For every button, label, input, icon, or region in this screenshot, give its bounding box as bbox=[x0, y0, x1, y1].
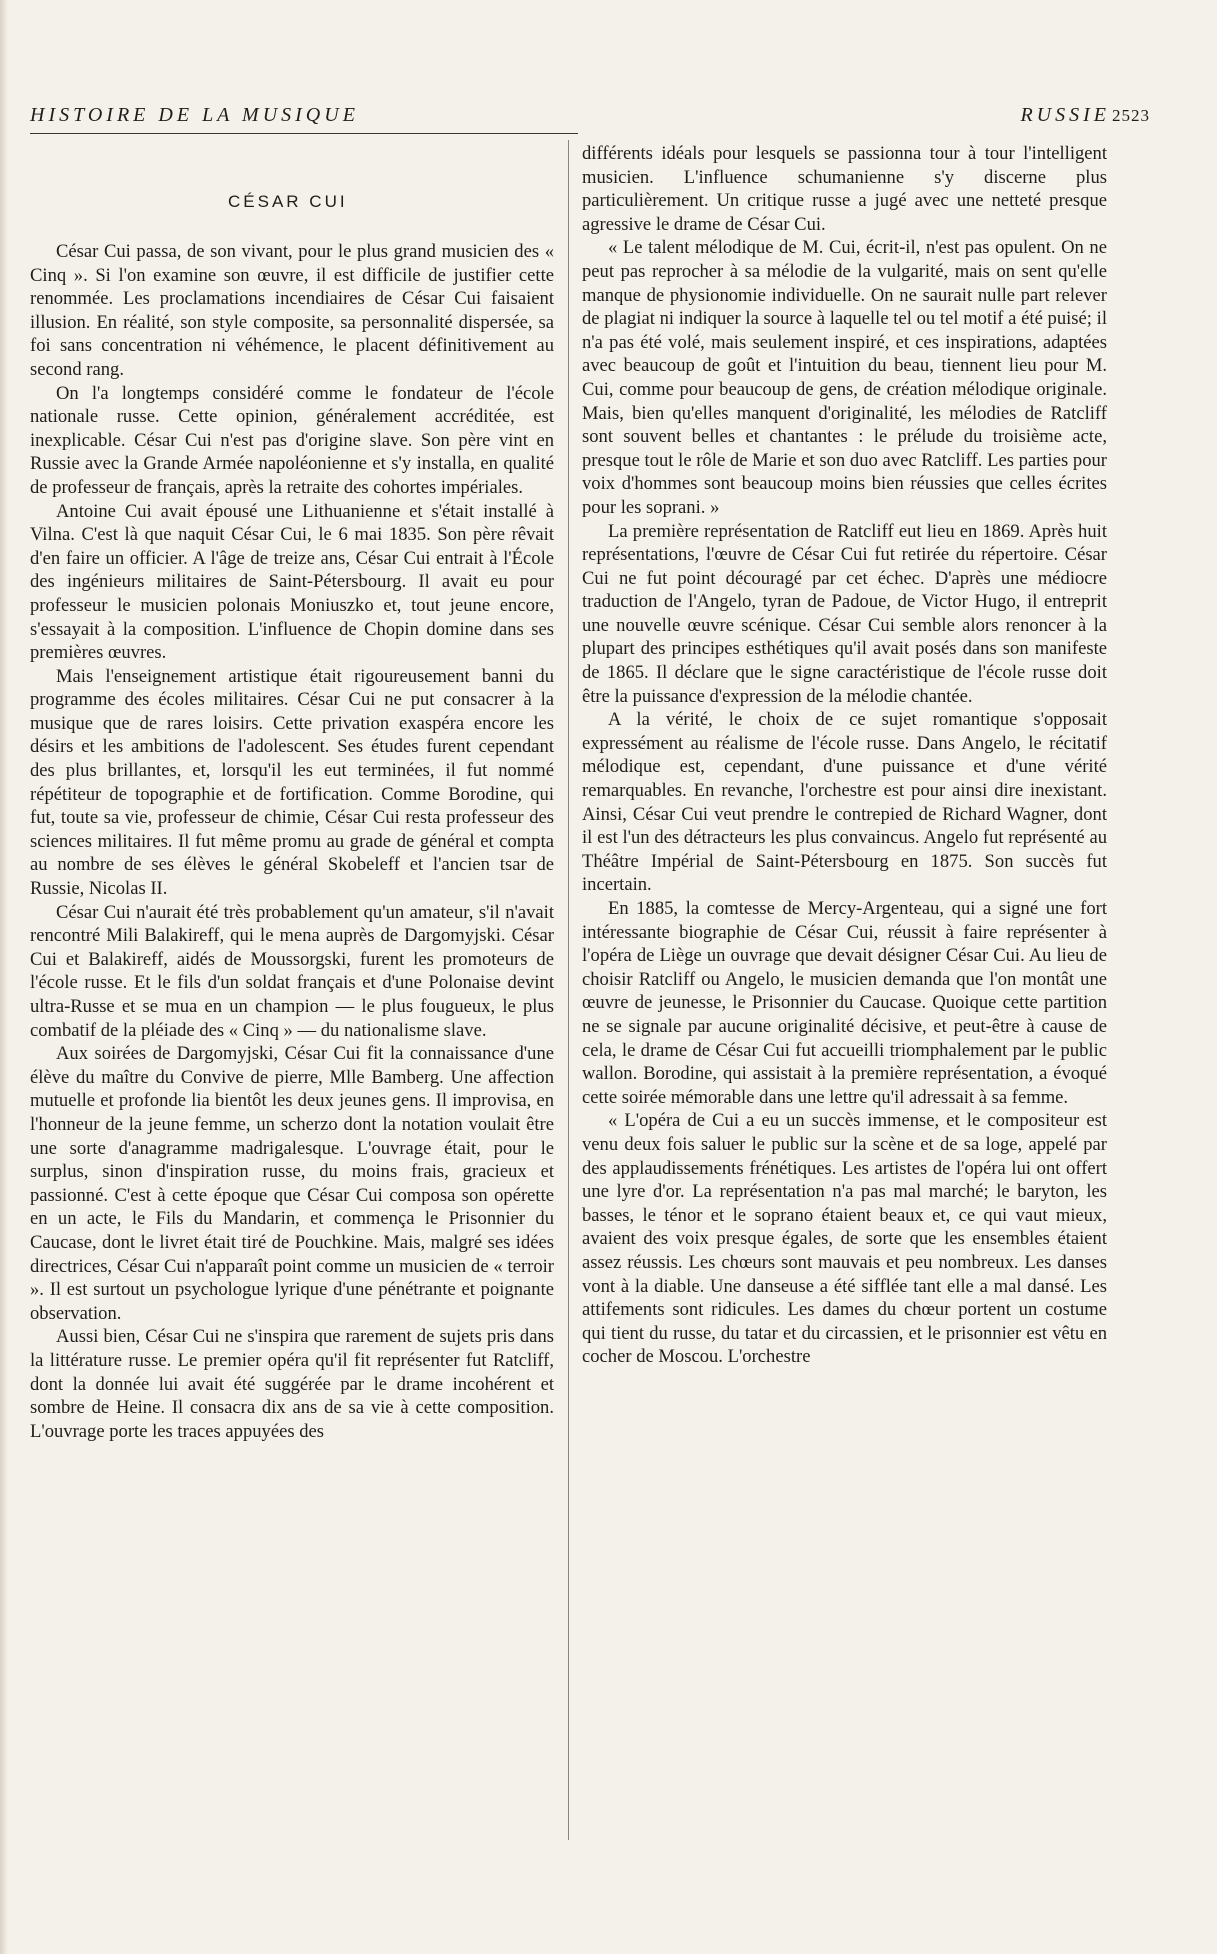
page-number: 2523 bbox=[1112, 106, 1150, 125]
paragraph: différents idéals pour lesquels se passionna tour à tour l'intelligent musicien. L'influence schumanienne s'y discerne plus particulièrement. Un critique russe a jugé avec une netteté presque agressive le drame de César Cui. bbox=[582, 143, 1107, 235]
running-title-left: HISTOIRE DE LA MUSIQUE bbox=[30, 104, 359, 126]
page-header bbox=[30, 104, 1150, 128]
paragraph: Aux soirées de Dargomyjski, César Cui fit la connaissance d'une élève du maître du Convive de pierre, Mlle Bamberg. Une affection mutuelle et profonde lia bientôt les deux jeunes gens. Il improvisa, en l'honneur de la jeune femme, un scherzo dont la notation voulait être une sorte d'anagramme madrigalesque. L'ouvrage était, pour le surplus, sinon d'inspiration russe, du moins frais, gracieux et passionné. C'est à cette époque que César Cui composa son opérette en un acte, le Fils du Mandarin, et commença le Prisonnier du Caucase, dont le livret était tiré de Pouchkine. Mais, malgré ses idées directrices, César Cui n'apparaît point comme un musicien de « terroir ». Il est surtout un psychologue lyrique d'une pénétrante et poignante observation. bbox=[30, 1043, 554, 1324]
paragraph: Antoine Cui avait épousé une Lithuanienne et s'était installé à Vilna. C'est là que naquit César Cui, le 6 mai 1835. Son père rêvait d'en faire un officier. A l'âge de treize ans, César Cui entrait à l'École des ingénieurs militaires de Saint-Pétersbourg. Il avait eu pour professeur le musicien polonais Moniuszko et, tout jeune encore, s'essayait à la composition. L'influence de Chopin domine dans ses premières œuvres. bbox=[30, 500, 554, 664]
column-divider bbox=[568, 140, 569, 1840]
paragraph: « Le talent mélodique de M. Cui, écrit-il, n'est pas opulent. On ne peut pas reprocher à sa mélodie de la vulgarité, mais on sent qu'elle manque de physionomie individuelle. On ne saurait nulle part relever de plagiat ni indiquer la source à laquelle tel ou tel motif a été puisé; il n'a pas été volé, mais seulement inspiré, et ces inspirations, adaptées avec beaucoup de goût et l'intuition du beau, tiennent lieu pour M. Cui, comme pour beaucoup de gens, de création mélodique originale. Mais, bien qu'elles manquent d'originalité, les mélodies de Ratcliff sont souvent belles et chantantes : le prélude du troisième acte, presque tout le rôle de Marie et son duo avec Ratcliff. Les parties pour voix d'hommes sont beaucoup moins bien réussies que celles écrites pour les soprani. » bbox=[582, 237, 1107, 518]
page-edge-shadow bbox=[0, 0, 8, 1954]
paragraph: La première représentation de Ratcliff eut lieu en 1869. Après huit représentations, l'œuvre de César Cui fut retirée du répertoire. César Cui ne fut point découragé par cet échec. D'après une médiocre traduction de l'Angelo, tyran de Padoue, de Victor Hugo, il entreprit une nouvelle œuvre scénique. César Cui semble alors renoncer à la plupart des principes esthétiques qu'il avait posés dans son manifeste de 1865. Il déclare que le signe caractéristique de l'école russe doit être la puissance d'expression de la mélodie chantée. bbox=[582, 520, 1107, 707]
left-column bbox=[30, 240, 554, 1443]
section-title: CÉSAR CUI bbox=[228, 192, 348, 211]
paragraph: A la vérité, le choix de ce sujet romantique s'opposait expressément au réalisme de l'école russe. Dans Angelo, le récitatif mélodique est, cependant, d'une puissance et d'une vérité remarquables. En revanche, l'orchestre est pour ainsi dire inexistant. Ainsi, César Cui veut prendre le contrepied de Richard Wagner, dont il est l'un des détracteurs les plus convaincus. Angelo fut représenté au Théâtre Impérial de Saint-Pétersbourg en 1875. Son succès fut incertain. bbox=[582, 709, 1107, 896]
paragraph: « L'opéra de Cui a eu un succès immense, et le compositeur est venu deux fois saluer le public sur la scène et de sa loge, appelé par des applaudissements frénétiques. Les artistes de l'opéra lui ont offert une lyre d'or. La représentation n'a pas mal marché; le baryton, les basses, le ténor et le soprano étaient beaux et, ce qui vaut mieux, avaient des voix presque égales, de sorte que les ensembles étaient assez réussis. Les chœurs sont mauvais et peu nombreux. Les danses vont à la diable. Une danseuse a été sifflée tant elle a mal dansé. Les attifements sont ridicules. Les dames du chœur portent un costume qui tient du russe, du tatar et du circassien, et le prisonnier est vêtu en cocher de Moscou. L'orchestre bbox=[582, 1110, 1107, 1368]
paragraph: Mais l'enseignement artistique était rigoureusement banni du programme des écoles militaires. César Cui ne put consacrer à la musique que de rares loisirs. Cette privation exaspéra encore les désirs et les ambitions de l'adolescent. Ses études furent cependant des plus brillantes, et, lorsqu'il les eut terminées, il fut nommé répétiteur de topographie et de fortification. Comme Borodine, qui fut, toute sa vie, professeur de chimie, César Cui resta professeur des sciences militaires. Il fut même promu au grade de général et compta au nombre de ses élèves le général Skobeleff et l'ancien tsar de Russie, Nicolas II. bbox=[30, 665, 554, 900]
right-column bbox=[582, 142, 1107, 1369]
running-title-right: RUSSIE bbox=[1020, 104, 1110, 126]
paragraph: César Cui n'aurait été très probablement qu'un amateur, s'il n'avait rencontré Mili Balakireff, qui le mena auprès de Dargomyjski. César Cui et Balakireff, aidés de Moussorgski, furent les promoteurs de l'école russe. Et le fils d'un soldat français et d'une Polonaise devint ultra-Russe et se mua en un champion — le plus fougueux, le plus combatif de la pléiade des « Cinq » — du nationalisme slave. bbox=[30, 901, 554, 1041]
paragraph: Aussi bien, César Cui ne s'inspira que rarement de sujets pris dans la littérature russe. Le premier opéra qu'il fit représenter fut Ratcliff, dont la donnée lui avait été suggérée par le drame incohérent et sombre de Heine. Il consacra dix ans de sa vie à cette composition. L'ouvrage porte les traces appuyées des bbox=[30, 1326, 554, 1442]
paragraph: On l'a longtemps considéré comme le fondateur de l'école nationale russe. Cette opinion, généralement accréditée, est inexplicable. César Cui n'est pas d'origine slave. Son père vint en Russie avec la Grande Armée napoléonienne et s'y installa, en qualité de professeur de français, après la retraite des cohortes impériales. bbox=[30, 382, 554, 498]
paragraph: César Cui passa, de son vivant, pour le plus grand musicien des « Cinq ». Si l'on examine son œuvre, il est difficile de justifier cette renommée. Les proclamations incendiaires de César Cui faisaient illusion. En réalité, son style composite, sa personnalité dispersée, sa foi sans concentration ni véhémence, le placent définitivement au second rang. bbox=[30, 241, 554, 380]
paragraph: En 1885, la comtesse de Mercy-Argenteau, qui a signé une fort intéressante biographie de César Cui, réussit à faire représenter à l'opéra de Liège un ouvrage que devait désigner César Cui. Au lieu de choisir Ratcliff ou Angelo, le musicien demanda que l'on montât une œuvre de jeunesse, le Prisonnier du Caucase. Quoique cette partition ne se signale par aucune originalité décisive, et peut-être à cause de cela, le drame de César Cui fut accueilli triomphalement par le public wallon. Borodine, qui assistait à la première représentation, a évoqué cette soirée mémorable dans une lettre qu'il adressait à sa femme. bbox=[582, 898, 1107, 1108]
header-rule bbox=[30, 133, 578, 134]
